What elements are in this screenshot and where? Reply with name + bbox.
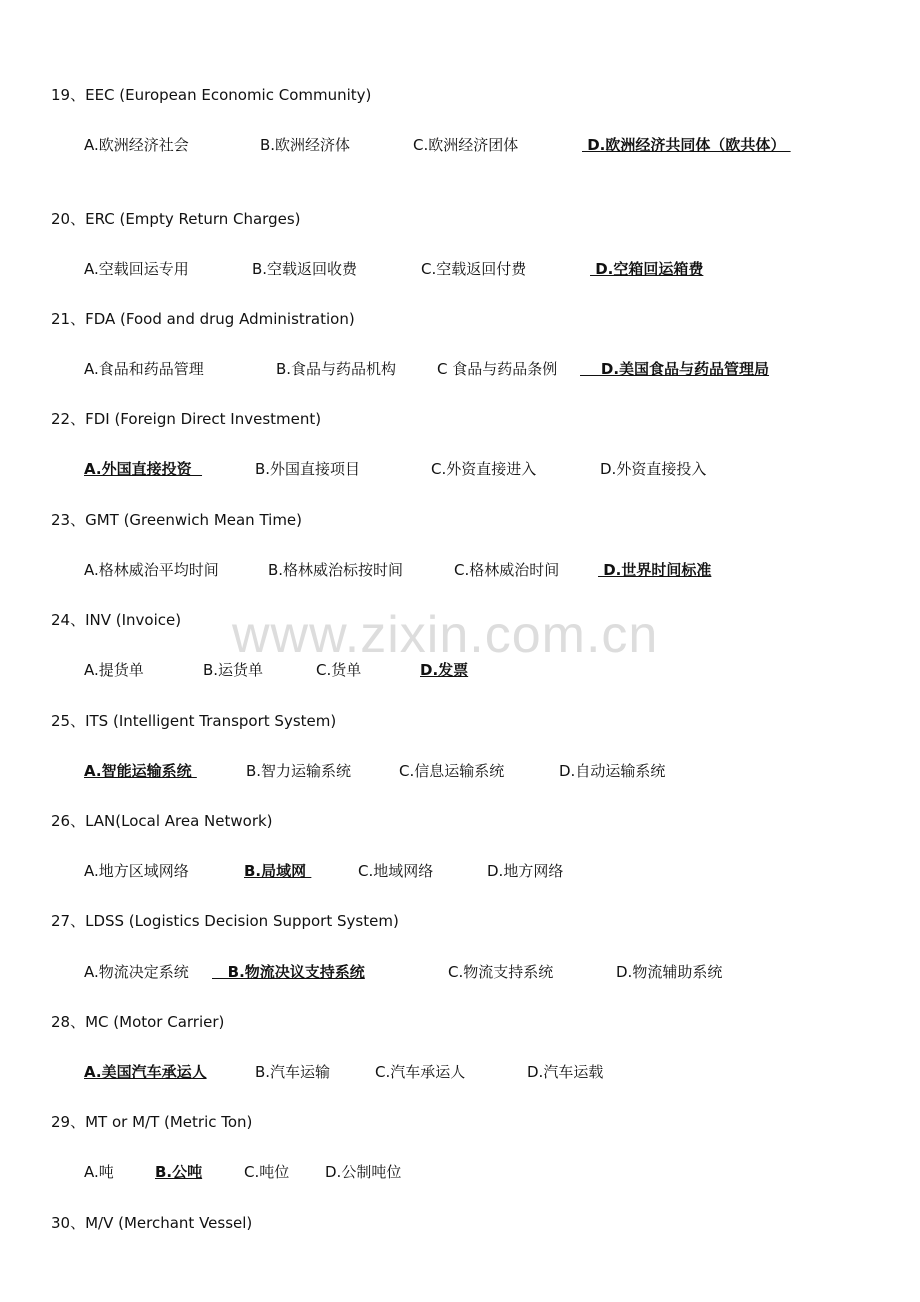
question-title: 23、GMT (Greenwich Mean Time) [51,511,303,529]
question-title: 21、FDA (Food and drug Administration) [51,310,355,328]
option-c: C.外资直接进入 [431,460,537,478]
option-a: A.提货单 [84,661,144,679]
option-d-answer: D.欧洲经济共同体（欧共体） [582,136,791,154]
option-a: A.吨 [84,1163,114,1181]
option-b: B.运货单 [203,661,264,679]
option-a: A.物流决定系统 [84,963,189,981]
question-title: 26、LAN(Local Area Network) [51,812,273,830]
question-title: 19、EEC (European Economic Community) [51,86,372,104]
option-b: B.外国直接项目 [255,460,361,478]
option-c: C.吨位 [244,1163,290,1181]
option-c: C.货单 [316,661,362,679]
option-d: D.地方网络 [487,862,564,880]
option-b: B.智力运输系统 [246,762,352,780]
option-d: D.汽车运载 [527,1063,604,1081]
option-a-answer: A.智能运输系统 [84,762,197,780]
option-a: A.食品和药品管理 [84,360,204,378]
question-title: 27、LDSS (Logistics Decision Support System) [51,912,399,930]
option-a: A.格林威治平均时间 [84,561,219,579]
option-b: B.空载返回收费 [252,260,358,278]
option-c: C.空载返回付费 [421,260,527,278]
question-title: 28、MC (Motor Carrier) [51,1013,225,1031]
option-b: B.格林威治标按时间 [268,561,404,579]
option-d: D.公制吨位 [325,1163,402,1181]
option-b-answer: B.物流决议支持系统 [212,963,365,981]
option-d-answer: D.发票 [420,661,469,679]
option-a: A.欧洲经济社会 [84,136,189,154]
option-c: C.格林威治时间 [454,561,560,579]
option-c: C 食品与药品条例 [437,360,558,378]
question-title: 20、ERC (Empty Return Charges) [51,210,301,228]
watermark: www.zixin.com.cn [232,606,659,664]
question-title: 22、FDI (Foreign Direct Investment) [51,410,322,428]
option-b: B.食品与药品机构 [276,360,397,378]
option-a: A.地方区域网络 [84,862,189,880]
option-d-answer: D.美国食品与药品管理局 [580,360,770,378]
option-d: D.外资直接投入 [600,460,707,478]
option-b: B.欧洲经济体 [260,136,351,154]
question-title: 25、ITS (Intelligent Transport System) [51,712,337,730]
option-b: B.汽车运输 [255,1063,331,1081]
option-a-answer: A.美国汽车承运人 [84,1063,207,1081]
question-title: 30、M/V (Merchant Vessel) [51,1214,253,1232]
option-d-answer: D.空箱回运箱费 [590,260,704,278]
option-c: C.欧洲经济团体 [413,136,519,154]
option-d-answer: D.世界时间标准 [598,561,712,579]
question-title: 29、MT or M/T (Metric Ton) [51,1113,253,1131]
option-b-answer: B.公吨 [155,1163,203,1181]
option-a: A.空载回运专用 [84,260,189,278]
option-b-answer: B.局域网 [244,862,312,880]
option-a-answer: A.外国直接投资 [84,460,203,478]
option-c: C.物流支持系统 [448,963,554,981]
option-d: D.自动运输系统 [559,762,666,780]
option-c: C.汽车承运人 [375,1063,466,1081]
option-d: D.物流辅助系统 [616,963,723,981]
option-c: C.地域网络 [358,862,434,880]
option-c: C.信息运输系统 [399,762,505,780]
question-title: 24、INV (Invoice) [51,611,182,629]
